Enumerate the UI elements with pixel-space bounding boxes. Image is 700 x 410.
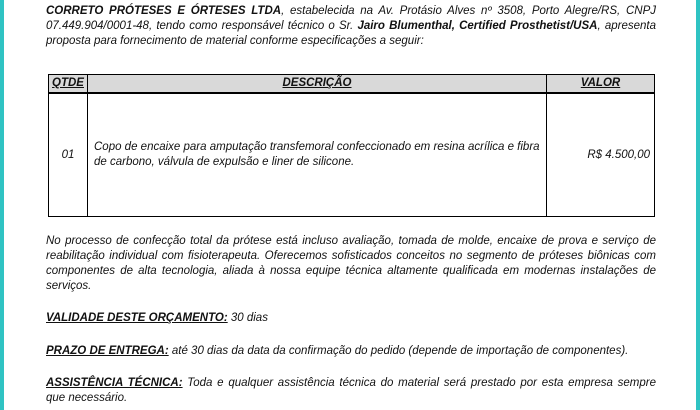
right-frame-border: [696, 0, 700, 410]
process-paragraph: No processo de confecção total da prótese está incluso avaliação, tomada de molde, encaixe de prova e serviço de reabilitação individual com fisioterapeuta. Oferecemos sofisticados conceitos no segmento de próteses biônicas com componentes de alta tecnologia, aliada à nossa equipe técnica altamente qualificada em modernas instalações de serviços.: [46, 235, 656, 292]
intro-paragraph: [46, 4, 656, 49]
technician-name: Jairo Blumenthal, Certified Prosthetist/USA: [357, 20, 598, 32]
assistance-value: Toda e qualquer assistência técnica do material será prestado por esta empresa sempre que necessário.: [46, 377, 656, 404]
validity-value: 30 dias: [227, 312, 268, 324]
assistance-line: [46, 376, 656, 406]
left-frame-border: [0, 0, 4, 410]
header-qtde: QTDE: [49, 75, 88, 94]
delivery-label: PRAZO DE ENTREGA:: [46, 345, 169, 357]
intro-text-1: , estabelecida na Av. Protásio Alves nº 3508, Porto Alegre/RS, CNPJ 07.449.904/0001-48, tendo como responsável técnico o Sr.: [46, 5, 656, 32]
table-row: [49, 93, 655, 217]
delivery-value: até 30 dias da data da confirmação do pedido (depende de importação de componentes).: [168, 345, 629, 357]
validity-label: VALIDADE DESTE ORÇAMENTO:: [46, 312, 228, 324]
company-name: CORRETO PRÓTESES E ÓRTESES LTDA: [46, 5, 282, 17]
cell-qtde: 01: [49, 93, 88, 217]
header-valor: VALOR: [547, 75, 655, 94]
table-header-row: [49, 75, 655, 94]
assistance-label: ASSISTÊNCIA TÉCNICA:: [46, 377, 183, 389]
cell-valor: R$ 4.500,00: [547, 93, 655, 217]
quote-table: [48, 74, 655, 217]
header-descricao: DESCRIÇÃO: [88, 75, 547, 94]
quote-document: [46, 4, 656, 406]
intro-text-2: , apresenta proposta para fornecimento de material conforme especificações a seguir:: [46, 20, 656, 47]
delivery-line: [46, 344, 656, 359]
cell-descricao: Copo de encaixe para amputação transfemoral confeccionado em resina acrílica e fibra de carbono, válvula de expulsão e liner de silicone.: [88, 93, 547, 217]
validity-line: [46, 311, 656, 326]
